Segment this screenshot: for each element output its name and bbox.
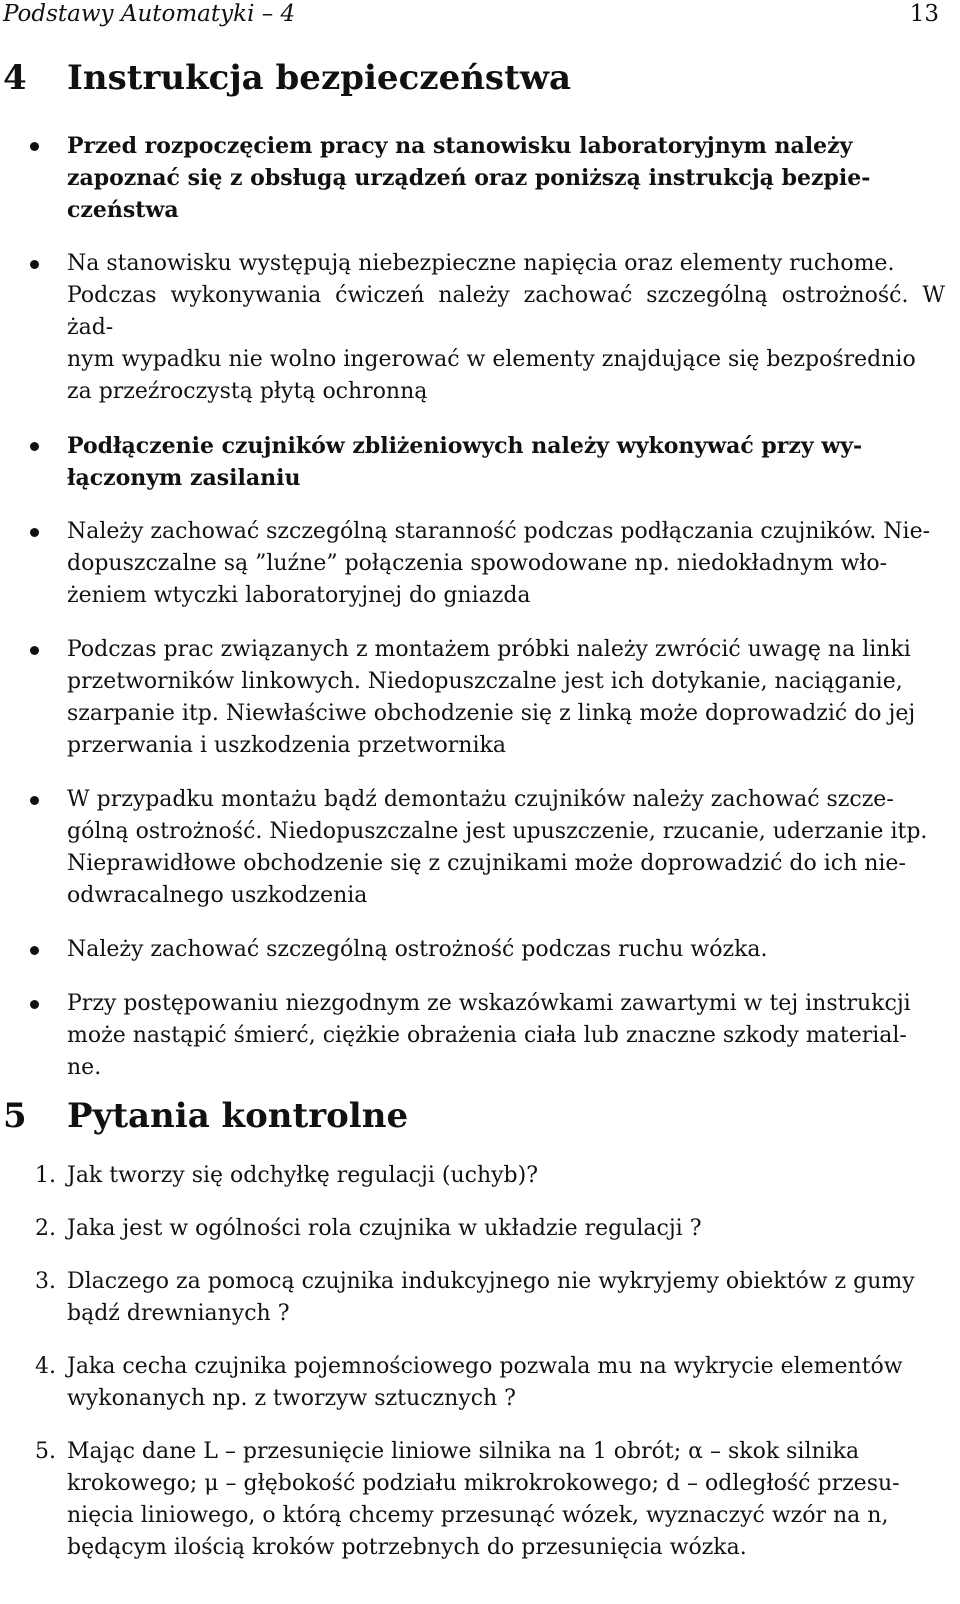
- header-page-number: 13: [909, 1, 939, 27]
- bullet-dot-icon: [30, 142, 39, 151]
- question-line: Jaka jest w ogólności rola czujnika w układzie regulacji ?: [67, 1216, 702, 1241]
- question-number: 3.: [35, 1269, 56, 1294]
- list-item-line: łączonym zasilaniu: [67, 465, 301, 491]
- question-line: Mając dane L – przesunięcie liniowe silnika na 1 obrót; α – skok silnika: [67, 1439, 860, 1464]
- question-number: 5.: [35, 1439, 56, 1464]
- list-item-line: Podczas prac związanych z montażem próbki należy zwrócić uwagę na linki: [67, 637, 911, 662]
- question-line: Dlaczego za pomocą czujnika indukcyjnego nie wykryjemy obiektów z gumy: [67, 1269, 915, 1294]
- list-item: [0, 516, 945, 612]
- list-item: [0, 988, 945, 1084]
- question-line: bądź drewnianych ?: [67, 1301, 290, 1326]
- list-item-line: odwracalnego uszkodzenia: [67, 883, 368, 908]
- list-item-line: dopuszczalne są ”luźne” połączenia spowodowane np. niedokładnym wło-: [67, 551, 888, 576]
- question-number: 1.: [35, 1163, 56, 1188]
- list-item-line: Należy zachować szczególną ostrożność podczas ruchu wózka.: [67, 937, 768, 962]
- list-item-line: Nieprawidłowe obchodzenie się z czujnikami może doprowadzić do ich nie-: [67, 851, 906, 876]
- list-item-line: za przeźroczystą płytą ochronną: [67, 379, 428, 404]
- question-number: 4.: [35, 1354, 56, 1379]
- list-item: [0, 430, 945, 494]
- question-item: [0, 1436, 945, 1564]
- list-item-line: W przypadku montażu bądź demontażu czujników należy zachować szcze-: [67, 787, 894, 812]
- section-4-number: 4: [3, 58, 27, 98]
- list-item-line: przerwania i uszkodzenia przetwornika: [67, 733, 506, 758]
- section-5-title: Pytania kontrolne: [67, 1096, 409, 1136]
- running-header: [3, 0, 939, 34]
- question-line: będącym ilością kroków potrzebnych do przesunięcia wózka.: [67, 1535, 747, 1560]
- list-item-line: Przed rozpoczęciem pracy na stanowisku laboratoryjnym należy: [67, 133, 853, 159]
- question-item: [0, 1160, 945, 1192]
- bullet-dot-icon: [30, 946, 39, 955]
- list-item: [0, 634, 945, 762]
- bullet-dot-icon: [30, 442, 39, 451]
- bullet-dot-icon: [30, 796, 39, 805]
- list-item-line: przetworników linkowych. Niedopuszczalne jest ich dotykanie, naciąganie,: [67, 669, 903, 694]
- question-line: wykonanych np. z tworzyw sztucznych ?: [67, 1386, 516, 1411]
- question-item: [0, 1266, 945, 1330]
- list-item-line: żeniem wtyczki laboratoryjnej do gniazda: [67, 583, 531, 608]
- question-item: [0, 1351, 945, 1415]
- section-5-number: 5: [3, 1096, 27, 1136]
- list-item-line: zapoznać się z obsługą urządzeń oraz poniższą instrukcją bezpie-: [67, 165, 871, 191]
- section-4-title: Instrukcja bezpieczeństwa: [67, 58, 572, 98]
- list-item-line: szarpanie itp. Niewłaściwe obchodzenie się z linką może doprowadzić do jej: [67, 701, 916, 726]
- list-item-line: może nastąpić śmierć, ciężkie obrażenia ciała lub znaczne szkody material-: [67, 1023, 907, 1048]
- bullet-dot-icon: [30, 1000, 39, 1009]
- bullet-dot-icon: [30, 260, 39, 269]
- question-line: krokowego; μ – głębokość podziału mikrokrokowego; d – odległość przesu-: [67, 1471, 900, 1496]
- section-5-heading: [3, 1096, 408, 1136]
- section-4-heading: [3, 58, 571, 98]
- list-item-line: Podczas wykonywania ćwiczeń należy zachować szczególną ostrożność. W żad-: [67, 283, 945, 340]
- list-item-line: Przy postępowaniu niezgodnym ze wskazówkami zawartymi w tej instrukcji: [67, 991, 911, 1016]
- bullet-dot-icon: [30, 646, 39, 655]
- list-item-line: czeństwa: [67, 197, 179, 223]
- header-title: Podstawy Automatyki – 4: [3, 1, 296, 27]
- question-number: 2.: [35, 1216, 56, 1241]
- list-item: [0, 130, 945, 226]
- list-item-line: gólną ostrożność. Niedopuszczalne jest upuszczenie, rzucanie, uderzanie itp.: [67, 819, 928, 844]
- list-item-line: nym wypadku nie wolno ingerować w elementy znajdujące się bezpośrednio: [67, 347, 916, 372]
- list-item: [0, 784, 945, 912]
- safety-instructions-list: [0, 130, 945, 1106]
- question-line: Jaka cecha czujnika pojemnościowego pozwala mu na wykrycie elementów: [67, 1354, 903, 1379]
- list-item: [0, 934, 945, 966]
- list-item-line: Na stanowisku występują niebezpieczne napięcia oraz elementy ruchome.: [67, 251, 895, 276]
- bullet-dot-icon: [30, 528, 39, 537]
- list-item: [0, 248, 945, 408]
- list-item-line: ne.: [67, 1055, 102, 1080]
- list-item-line: Należy zachować szczególną staranność podczas podłączania czujników. Nie-: [67, 519, 931, 544]
- question-line: Jak tworzy się odchyłkę regulacji (uchyb)?: [67, 1163, 539, 1188]
- question-line: nięcia liniowego, o którą chcemy przesunąć wózek, wyznaczyć wzór na n,: [67, 1503, 889, 1528]
- list-item-line: Podłączenie czujników zbliżeniowych należy wykonywać przy wy-: [67, 433, 863, 459]
- question-item: [0, 1213, 945, 1245]
- control-questions-list: [0, 1160, 945, 1585]
